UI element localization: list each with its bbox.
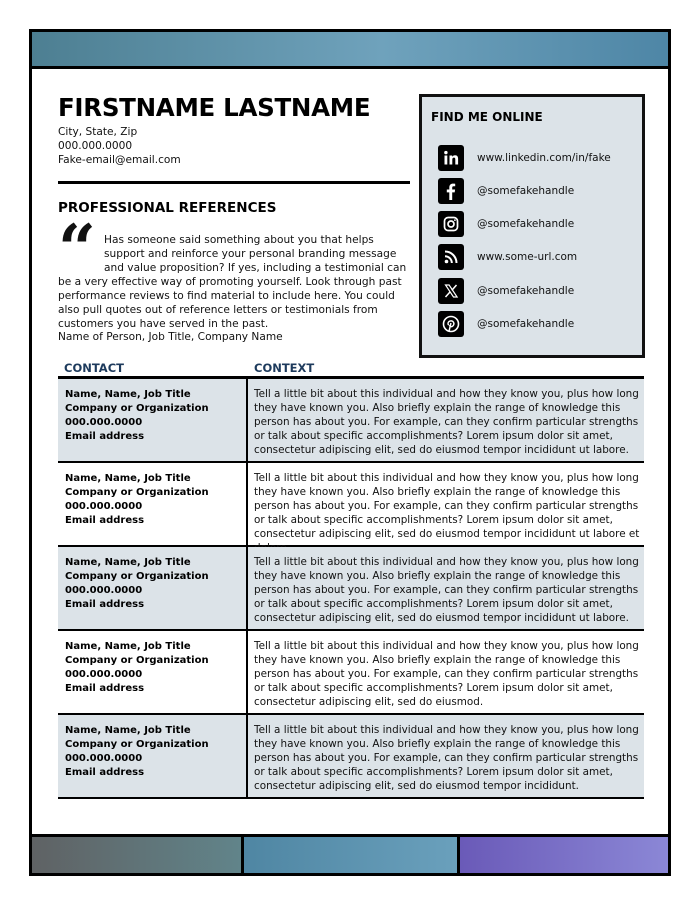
context-cell: [248, 631, 644, 713]
reference-company: Company or Organization: [65, 403, 209, 414]
table-row: [58, 631, 644, 715]
social-label: @somefakehandle: [477, 285, 575, 297]
social-label: www.linkedin.com/in/fake: [477, 152, 611, 164]
context-cell: [248, 547, 644, 629]
reference-name: Name, Name, Job Title: [65, 473, 191, 484]
reference-email: Email address: [65, 599, 145, 610]
reference-name: Name, Name, Job Title: [65, 725, 191, 736]
social-label: @somefakehandle: [477, 185, 575, 197]
column-header-context: CONTEXT: [254, 361, 315, 375]
top-decorative-bar: [29, 29, 671, 69]
testimonial-quote: Has someone said something about you that helps support and reinforce your personal branding message and value proposition? If yes, including a testimonial can be a very effective way of promoting yourself. Look through past performance reviews to find material to include here. You could also pull quotes out of reference letters or testimonials from customers you have served in the past.: [58, 234, 407, 330]
social-link-instagram[interactable]: [438, 210, 574, 238]
header-divider: [58, 181, 410, 184]
reference-email: Email address: [65, 767, 145, 778]
context-cell: [248, 715, 644, 797]
social-label: @somefakehandle: [477, 318, 575, 330]
social-label: www.some-url.com: [477, 251, 578, 263]
context-cell: [248, 463, 644, 545]
reference-phone: 000.000.0000: [65, 585, 143, 596]
contact-cell: [58, 715, 248, 797]
reference-phone: 000.000.0000: [65, 417, 143, 428]
linkedin-icon: [438, 145, 464, 171]
reference-phone: 000.000.0000: [65, 753, 143, 764]
contact-cell: [58, 379, 248, 461]
full-name: FIRSTNAME LASTNAME: [58, 93, 371, 122]
email-text: Fake-email@email.com: [58, 154, 181, 166]
social-label: @somefakehandle: [477, 218, 575, 230]
reference-company: Company or Organization: [65, 487, 209, 498]
social-link-pinterest[interactable]: [438, 310, 574, 338]
reference-context: Tell a little bit about this individual and how they know you, plus how long they have known you. Also briefly explain the range of knowledge this person has about you. For example, can they confirm particular strengths or talk about specific accomplishments? Lorem ipsum dolor sit amet, consectetur adipiscing elit, sed do eiusmod tempor incididunt ut labore et: [254, 472, 640, 540]
reference-name: Name, Name, Job Title: [65, 641, 191, 652]
context-cell: [248, 379, 644, 461]
location-text: City, State, Zip: [58, 126, 138, 138]
testimonial-author: Name of Person, Job Title, Company Name: [58, 331, 283, 343]
footer-block-middle: [241, 834, 460, 876]
online-panel-title: FIND ME ONLINE: [431, 110, 543, 124]
reference-email: Email address: [65, 431, 145, 442]
reference-name: Name, Name, Job Title: [65, 557, 191, 568]
reference-context: Tell a little bit about this individual and how they know you, plus how long they have known you. Also briefly explain the range of knowledge this person has about you. For example, can they confirm particular strengths or talk about specific accomplishments? Lorem ipsum dolor sit amet, consectetur adipiscing elit, sed do eiusmod.: [254, 640, 639, 708]
reference-company: Company or Organization: [65, 739, 209, 750]
contact-cell: [58, 631, 248, 713]
social-link-website[interactable]: [438, 243, 577, 271]
table-row: [58, 379, 644, 463]
reference-email: Email address: [65, 515, 145, 526]
footer-block-left: [29, 834, 244, 876]
find-me-online-panel: [419, 94, 645, 358]
section-title: PROFESSIONAL REFERENCES: [58, 200, 277, 216]
column-header-contact: CONTACT: [64, 361, 124, 375]
pinterest-icon: [438, 311, 464, 337]
quote-mark-icon: “: [58, 210, 96, 288]
reference-phone: 000.000.0000: [65, 501, 143, 512]
reference-company: Company or Organization: [65, 571, 209, 582]
contact-cell: [58, 547, 248, 629]
reference-company: Company or Organization: [65, 655, 209, 666]
facebook-icon: [438, 178, 464, 204]
phone-text: 000.000.0000: [58, 140, 133, 152]
social-link-x[interactable]: [438, 277, 574, 305]
social-link-linkedin[interactable]: [438, 144, 611, 172]
reference-context: Tell a little bit about this individual and how they know you, plus how long they have known you. Also briefly explain the range of knowledge this person has about you. For example, can they confirm particular strengths or talk about specific accomplishments? Lorem ipsum dolor sit amet, consectetur adipiscing elit, sed do eiusmod tempor incididunt ut labore.: [254, 388, 639, 456]
footer-block-right: [457, 834, 671, 876]
reference-phone: 000.000.0000: [65, 669, 143, 680]
reference-context: Tell a little bit about this individual and how they know you, plus how long they have known you. Also briefly explain the range of knowledge this person has about you. For example, can they confirm particular strengths or talk about specific accomplishments? Lorem ipsum dolor sit amet, consectetur adipiscing elit, sed do eiusmod tempor incididunt ut labore.: [254, 556, 639, 624]
contact-cell: [58, 463, 248, 545]
instagram-icon: [438, 211, 464, 237]
reference-context: Tell a little bit about this individual and how they know you, plus how long they have known you. Also briefly explain the range of knowledge this person has about you. For example, can they confirm particular strengths or talk about specific accomplishments? Lorem ipsum dolor sit amet, consectetur adipiscing elit, sed do eiusmod tempor incididunt.: [254, 724, 639, 792]
table-row: [58, 715, 644, 799]
x-icon: [438, 278, 464, 304]
social-link-facebook[interactable]: [438, 177, 574, 205]
table-row: [58, 463, 644, 547]
rss-icon: [438, 244, 464, 270]
reference-name: Name, Name, Job Title: [65, 389, 191, 400]
reference-email: Email address: [65, 683, 145, 694]
table-row: [58, 547, 644, 631]
